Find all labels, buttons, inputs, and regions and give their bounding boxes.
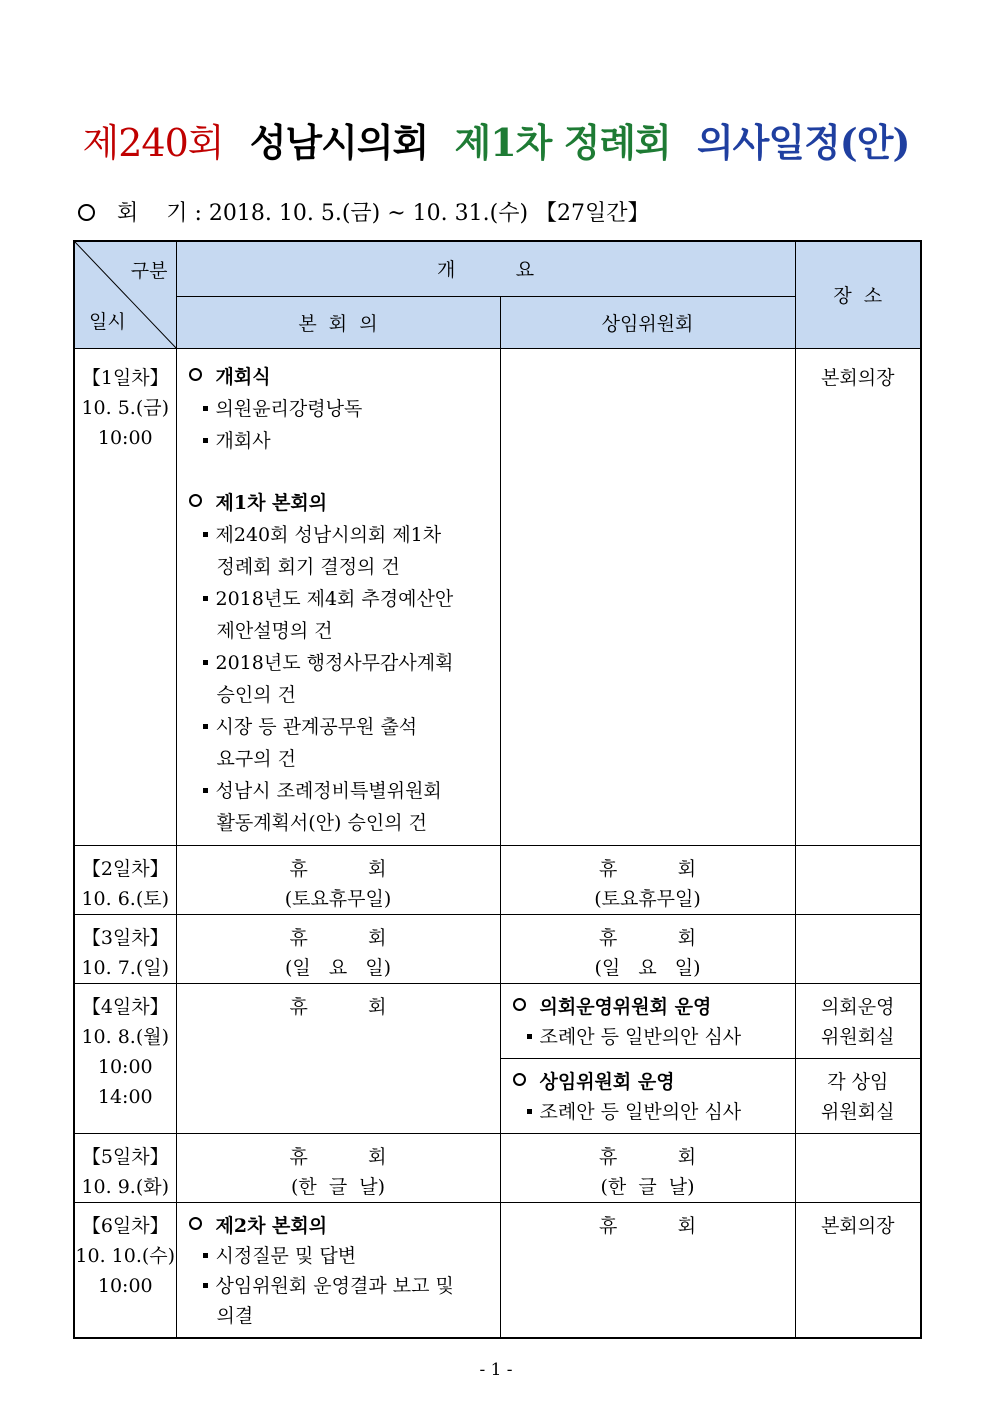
agenda-heading: 의회운영위원회 운영 — [513, 992, 787, 1022]
agenda-item: 2018년도 제4회 추경예산안 — [189, 583, 492, 615]
square-bullet-icon — [203, 406, 208, 411]
location-cell: 본회의장 — [795, 1202, 921, 1338]
agenda-item-continued: 승인의 건 — [216, 683, 296, 706]
date-label: 10. 8.(월) — [81, 1025, 170, 1048]
plenary-cell — [176, 348, 500, 845]
day-label: 【2일차】 — [81, 857, 169, 880]
agenda-item: 시장 등 관계공무원 출석 — [189, 711, 492, 743]
plenary-cell: 휴 회 (토요휴무일) — [176, 845, 500, 914]
day-cell — [74, 983, 176, 1133]
agenda-item: 개회사 — [189, 425, 492, 457]
time-label: 10:00 — [97, 1055, 153, 1078]
location-cell — [795, 845, 921, 914]
square-bullet-icon — [203, 1283, 208, 1288]
time-label: 10:00 — [97, 426, 153, 449]
committee-cell — [500, 983, 795, 1058]
location-cell: 본회의장 — [795, 348, 921, 845]
agenda-item-continued: 활동계획서(안) 승인의 건 — [216, 811, 427, 834]
session-period — [78, 196, 650, 227]
agenda-item-continued: 요구의 건 — [216, 747, 296, 770]
agenda-heading: 제2차 본회의 — [189, 1211, 492, 1241]
plenary-cell: 휴 회 (일 요 일) — [176, 914, 500, 983]
table-row — [74, 914, 921, 983]
square-bullet-icon — [203, 438, 208, 443]
plenary-cell: 휴 회 — [176, 983, 500, 1133]
circle-bullet-icon — [189, 494, 202, 507]
day-cell — [74, 1202, 176, 1338]
committee-cell: 휴 회 (일 요 일) — [500, 914, 795, 983]
date-label: 10. 7.(일) — [81, 956, 170, 979]
date-label: 10. 5.(금) — [81, 396, 170, 419]
header-location: 장 소 — [795, 241, 921, 348]
day-cell — [74, 845, 176, 914]
location-cell — [795, 1133, 921, 1202]
session-value: 2018. 10. 5.(금) ~ 10. 31.(수) 【27일간】 — [208, 201, 650, 226]
circle-bullet-icon — [189, 368, 202, 381]
committee-cell: 휴 회 — [500, 1202, 795, 1338]
agenda-item: 2018년도 행정사무감사계획 — [189, 647, 492, 679]
header-diagonal-cell — [74, 241, 176, 348]
agenda-item: 조례안 등 일반의안 심사 — [513, 1097, 787, 1127]
table-row — [74, 1133, 921, 1202]
location-cell — [795, 914, 921, 983]
plenary-cell — [176, 1202, 500, 1338]
committee-cell: 휴 회 (토요휴무일) — [500, 845, 795, 914]
header-committee: 상임위원회 — [500, 296, 795, 348]
agenda-heading: 개회식 — [189, 361, 492, 393]
day-cell — [74, 1133, 176, 1202]
agenda-heading: 상임위원회 운영 — [513, 1067, 787, 1097]
schedule-table — [73, 240, 922, 1339]
circle-bullet-icon — [513, 998, 526, 1011]
table-row — [74, 983, 921, 1058]
page-number: - 1 - — [479, 1360, 513, 1380]
circle-bullet-icon — [78, 204, 95, 221]
square-bullet-icon — [527, 1034, 532, 1039]
agenda-item: 제240회 성남시의회 제1차 — [189, 519, 492, 551]
header-datetime: 일시 — [89, 310, 126, 333]
location-cell: 의회운영 위원회실 — [795, 983, 921, 1058]
committee-cell — [500, 348, 795, 845]
square-bullet-icon — [203, 788, 208, 793]
date-label: 10. 10.(수) — [75, 1244, 176, 1267]
agenda-item: 상임위원회 운영결과 보고 및 — [189, 1271, 492, 1301]
date-label: 10. 6.(토) — [81, 887, 170, 910]
square-bullet-icon — [527, 1109, 532, 1114]
committee-cell — [500, 1058, 795, 1133]
title-session-number: 제240회 — [82, 121, 224, 165]
committee-cell: 휴 회 (한 글 날) — [500, 1133, 795, 1202]
header-category: 구분 — [130, 260, 168, 282]
plenary-cell: 휴 회 (한 글 날) — [176, 1133, 500, 1202]
agenda-item: 의원윤리강령낭독 — [189, 393, 492, 425]
square-bullet-icon — [203, 1253, 208, 1258]
header-overview: 개 요 — [176, 241, 795, 296]
date-label: 10. 9.(화) — [81, 1175, 170, 1198]
agenda-item-continued: 정례회 회기 결정의 건 — [216, 555, 400, 578]
square-bullet-icon — [203, 724, 208, 729]
agenda-heading: 제1차 본회의 — [189, 487, 492, 519]
circle-bullet-icon — [513, 1073, 526, 1086]
table-row — [74, 845, 921, 914]
square-bullet-icon — [203, 596, 208, 601]
session-label: 회 기 : — [117, 201, 202, 226]
table-row — [74, 348, 921, 845]
agenda-item: 시정질문 및 답변 — [189, 1241, 492, 1271]
day-label: 【3일차】 — [81, 926, 169, 949]
agenda-item: 성남시 조례정비특별위원회 — [189, 775, 492, 807]
location-cell: 각 상임 위원회실 — [795, 1058, 921, 1133]
square-bullet-icon — [203, 660, 208, 665]
day-label: 【6일차】 — [81, 1214, 169, 1237]
title-council-name: 성남시의회 — [249, 120, 429, 165]
day-label: 【5일차】 — [81, 1145, 169, 1168]
time-label: 14:00 — [97, 1085, 153, 1108]
day-label: 【1일차】 — [81, 366, 169, 389]
agenda-item-continued: 의결 — [216, 1304, 254, 1327]
title-meeting-name: 제1차 정례회 — [454, 120, 671, 165]
header-plenary: 본 회 의 — [176, 296, 500, 348]
circle-bullet-icon — [189, 1217, 202, 1230]
agenda-item: 조례안 등 일반의안 심사 — [513, 1022, 787, 1052]
title-agenda-label: 의사일정(안) — [696, 120, 910, 165]
day-cell — [74, 914, 176, 983]
agenda-item-continued: 제안설명의 건 — [216, 619, 333, 642]
time-label: 10:00 — [97, 1274, 153, 1297]
day-label: 【4일차】 — [81, 995, 169, 1018]
day-cell — [74, 348, 176, 845]
square-bullet-icon — [203, 532, 208, 537]
page-title — [0, 112, 992, 167]
table-row — [74, 1202, 921, 1338]
